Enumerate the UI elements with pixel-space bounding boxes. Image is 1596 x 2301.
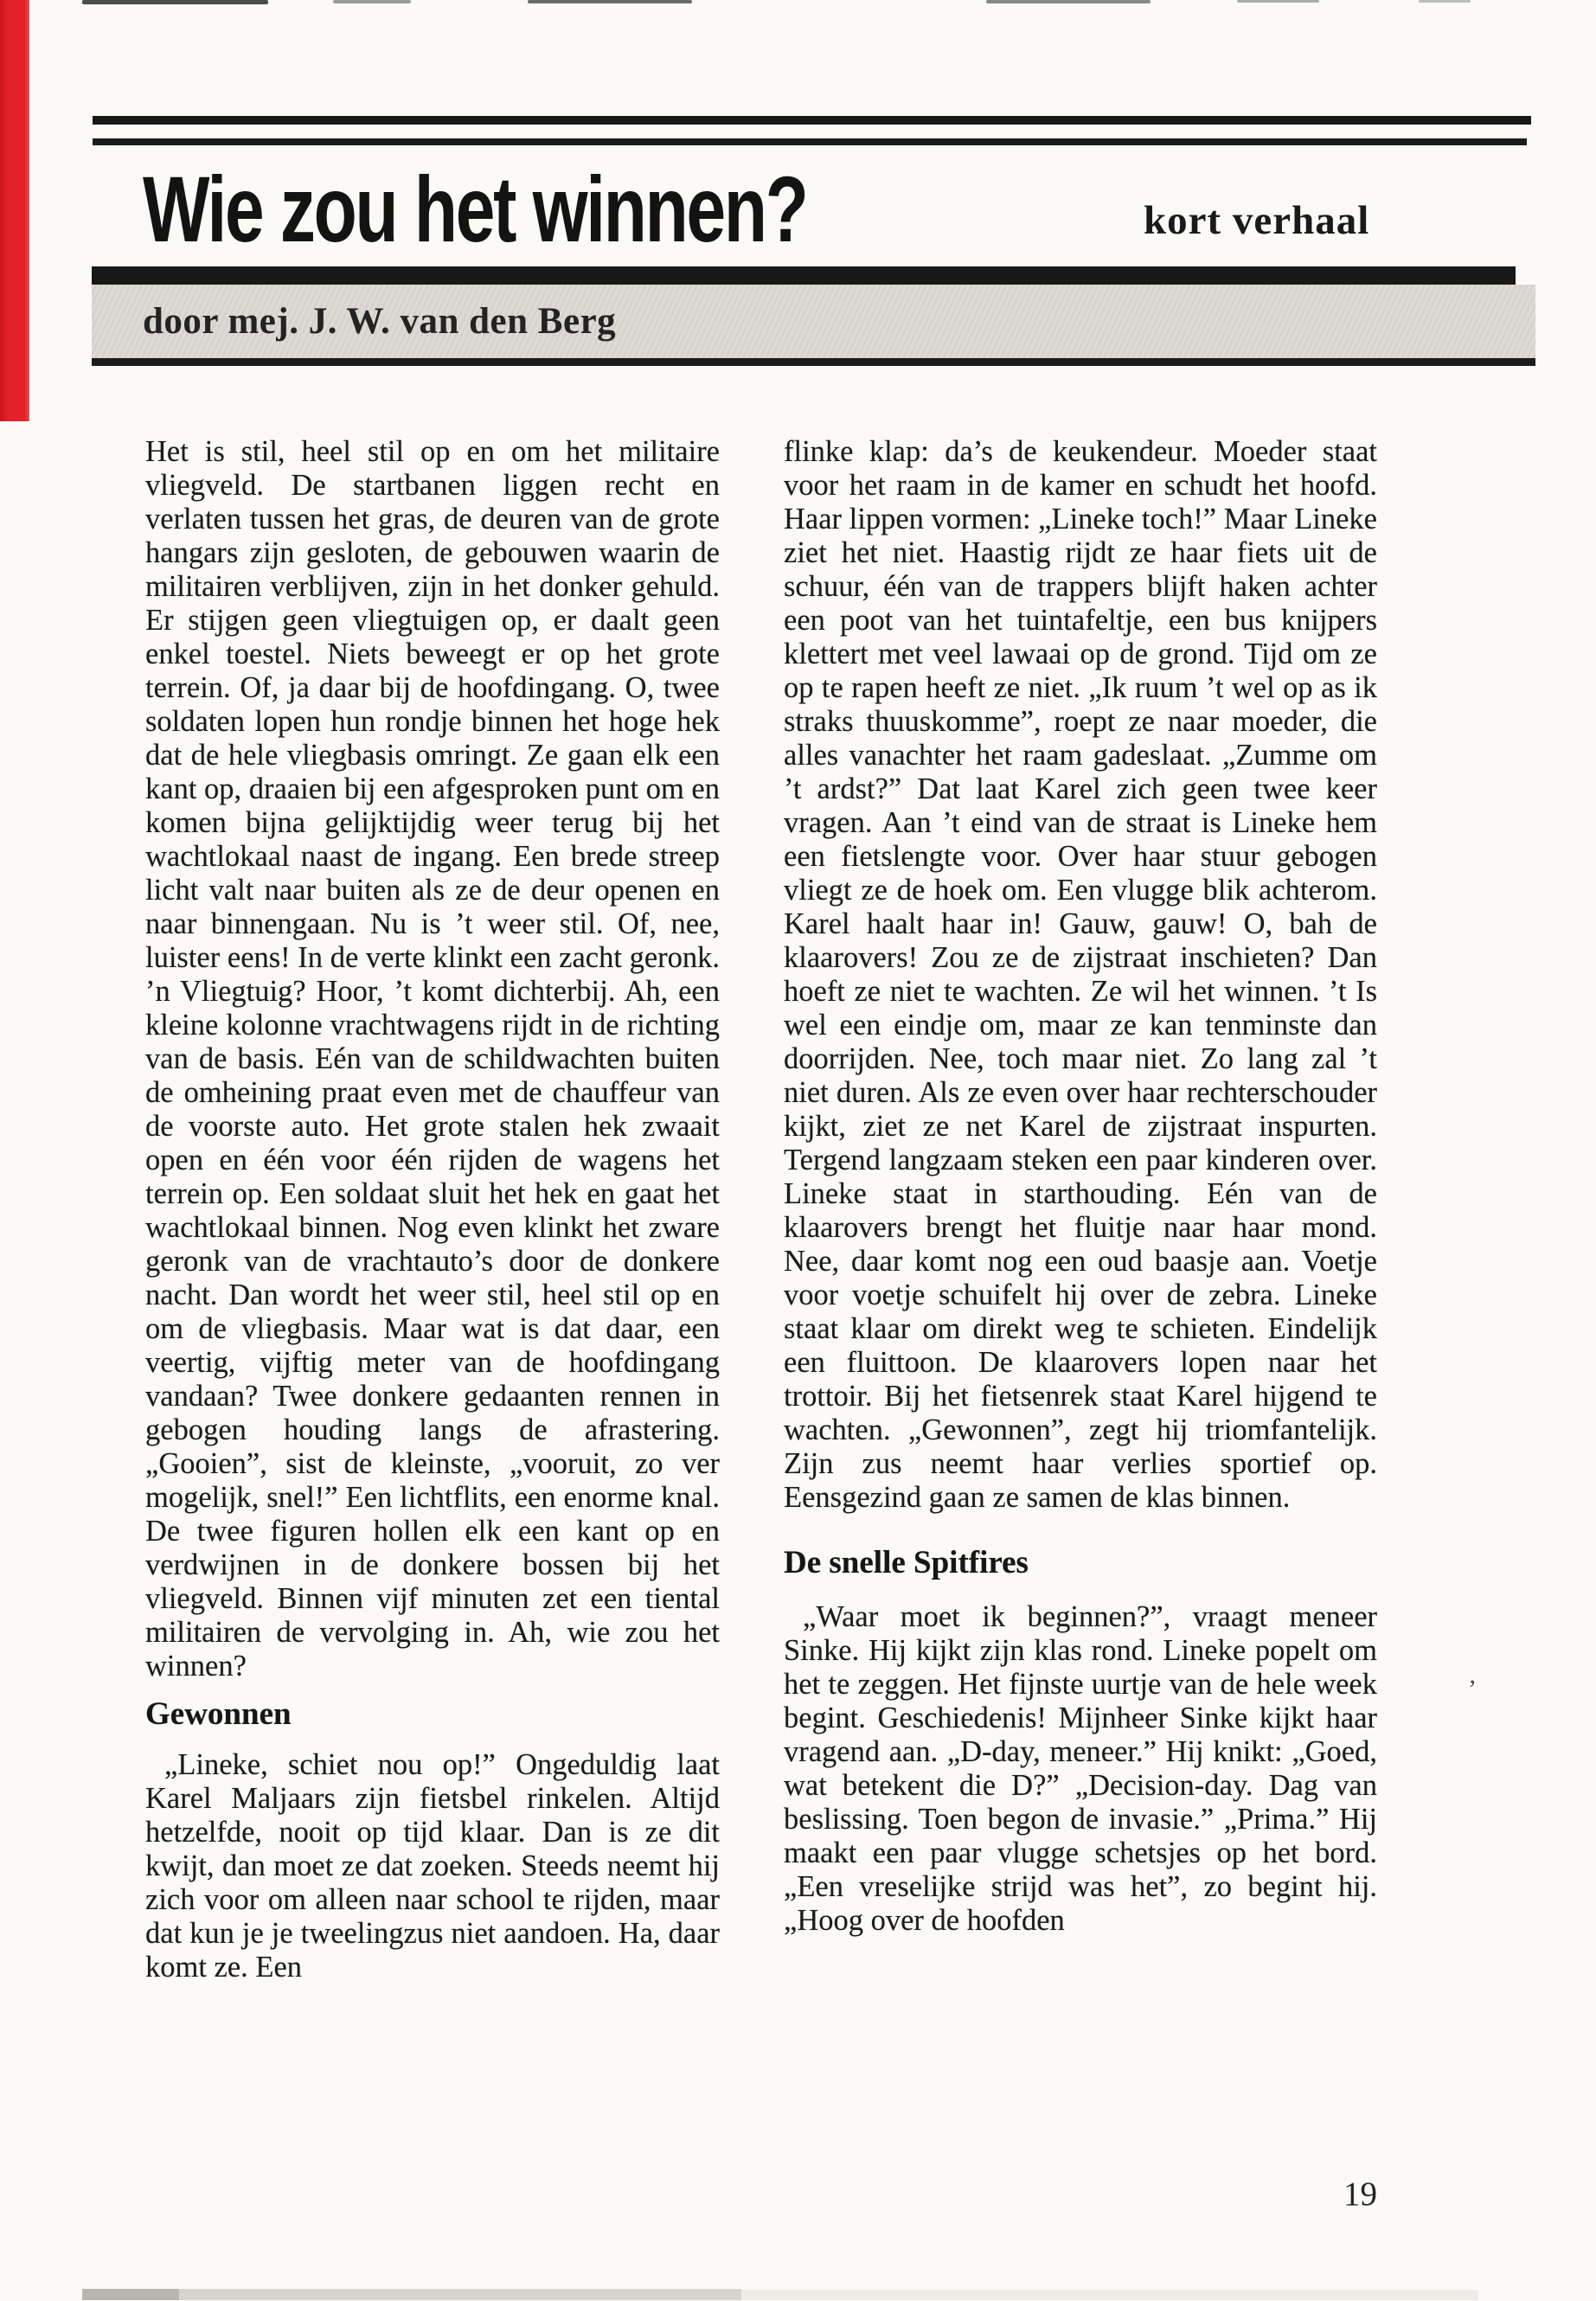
header-rule-top — [93, 116, 1531, 125]
byline-text: door mej. J. W. van den Berg — [143, 301, 617, 342]
scan-edge-artifact — [1237, 0, 1319, 3]
scan-edge-artifact — [333, 0, 411, 3]
stray-ink-mark: ’ — [1468, 1675, 1477, 1703]
story-paragraph: „Waar moet ik beginnen?”, vraagt meneer Sinke. Hij kijkt zijn klas rond. Lineke popelt om het te zeggen. Het fijnste uurtje van de hele week begint. Geschiedenis! Mijnheer Sinke kijkt haar vragend aan. „D-day, meneer.” Hij knikt: „Goed, wat betekent die D?” „Decision-day. Dag van beslissing. Toen begon de invasie.” „Prima.” Hij maakt een paar vlugge schetsjes op het bord. „Een vreselijke strijd was het”, zo begint hij. „Hoog over de hoofden — [784, 1600, 1377, 1937]
bottom-scan-bar — [82, 2289, 741, 2300]
byline-rule-bottom — [92, 358, 1535, 366]
section-heading-gewonnen: Gewonnen — [145, 1696, 292, 1732]
story-paragraph: Het is stil, heel stil op en om het militaire vliegveld. De startbanen liggen recht en verlaten tussen het gras, de deuren van de grote hangars zijn gesloten, de gebouwen waarin de militairen verblijven, zijn in het donker gehuld. Er stijgen geen vliegtuigen op, er daalt geen enkel toestel. Niets beweegt er op het grote terrein. Of, ja daar bij de hoofdingang. O, twee soldaten lopen hun rondje binnen het hoge hek dat de hele vliegbasis omringt. Ze gaan elk een kant op, draaien bij een afgesproken punt om en komen bijna gelijktijdig weer terug bij het wachtlokaal naast de ingang. Een brede streep licht valt naar buiten als ze de deur openen en naar binnengaan. Nu is ’t weer stil. Of, nee, luister eens! In de verte klinkt een zacht geronk. ’n Vliegtuig? Hoor, ’t komt dichterbij. Ah, een kleine kolonne vrachtwagens rijdt in de richting van de basis. Eén van de schildwachten buiten de omheining praat even met de chauffeur van de voorste auto. Het grote stalen hek zwaait open en één voor één rijden de wagens het terrein op. Een soldaat sluit het hek en gaat het wachtlokaal binnen. Nog even klinkt het zware geronk van de vrachtauto’s door de donkere nacht. Dan wordt het weer stil, heel stil op en om de vliegbasis. Maar wat is dat daar, een veertig, vijftig meter van de hoofdingang vandaan? Twee donkere gedaanten rennen in gebogen houding langs de afrastering. „Gooien”, sist de kleinste, „vooruit, zo ver mogelijk, snel!” Een lichtflits, een enorme knal. De twee figuren hollen elk een kant op en verdwijnen in de donkere bossen bij het vliegveld. Binnen vijf minuten zet een tiental militairen de vervolging in. Ah, wie zou het winnen? — [145, 435, 720, 1682]
kicker-label: kort verhaal — [1144, 198, 1370, 243]
story-paragraph: flinke klap: da’s de keukendeur. Moeder staat voor het raam in de kamer en schudt het hoofd. Haar lippen vormen: „Lineke toch!” Maar Lineke ziet het niet. Haastig rijdt ze haar fiets uit de schuur, één van de trappers blijft haken achter een poot van het tuintafeltje, een bus knijpers klettert met veel lawaai op de grond. Tijd om ze op te rapen heeft ze niet. „Ik ruum ’t wel op as ik straks thuuskomme”, roept ze naar moeder, die alles vanachter het raam gadeslaat. „Zumme om ’t ardst?” Dat laat Karel zich geen twee keer vragen. Aan ’t eind van de straat is Lineke hem een fietslengte voor. Over haar stuur gebogen vliegt ze de hoek om. Een vlugge blik achterom. Karel haalt haar in! Gauw, gauw! O, bah de klaarovers! Zou ze de zijstraat inschieten? Dan hoeft ze niet te wachten. Ze wil het winnen. ’t Is wel een eindje om, maar ze kan tenminste dan doorrijden. Nee, toch maar niet. Zo lang zal ’t niet duren. Als ze even over haar rechterschouder kijkt, ziet ze net Karel de zijstraat inspurten. Tergend langzaam steken een paar kinderen over. Lineke staat in starthouding. Eén van de klaarovers brengt het fluitje naar haar mond. Nee, daar komt nog een oud baasje aan. Voetje voor voetje schuifelt hij over de zebra. Lineke staat klaar om direkt weg te schieten. Eindelijk een fluittoon. De klaarovers lopen naar het trottoir. Bij het fietsenrek staat Karel hijgend te wachten. „Gewonnen”, zegt hij triomfantelijk. Zijn zus neemt haar verlies sportief op. Eensgezind gaan ze samen de klas binnen. — [784, 435, 1377, 1514]
scan-edge-artifact — [82, 0, 268, 4]
section-heading-spitfires: De snelle Spitfires — [784, 1545, 1029, 1580]
left-column — [145, 435, 720, 1984]
byline-bar-top — [92, 266, 1516, 285]
scan-edge-artifact — [986, 0, 1151, 3]
page-number: 19 — [1343, 2176, 1377, 2213]
header-rule-bottom — [93, 138, 1527, 145]
bottom-scan-bar-faint — [741, 2290, 1478, 2300]
article-title: Wie zou het winnen? — [143, 157, 807, 261]
byline-band — [92, 285, 1535, 358]
scan-edge-artifact — [1419, 0, 1471, 3]
story-paragraph: „Lineke, schiet nou op!” Ongeduldig laat Karel Maljaars zijn fietsbel rinkelen. Altijd hetzelfde, nooit op tijd klaar. Dan is ze dit kwijt, dan moet ze dat zoeken. Steeds neemt hij zich voor om alleen naar school te rijden, maar dat kun je je tweelingzus niet aandoen. Ha, daar komt ze. Een — [145, 1748, 720, 1984]
right-column — [784, 435, 1377, 1938]
scan-edge-artifact — [528, 0, 692, 3]
bottom-scan-bar-dark — [82, 2289, 179, 2300]
red-margin-stripe — [0, 0, 29, 421]
